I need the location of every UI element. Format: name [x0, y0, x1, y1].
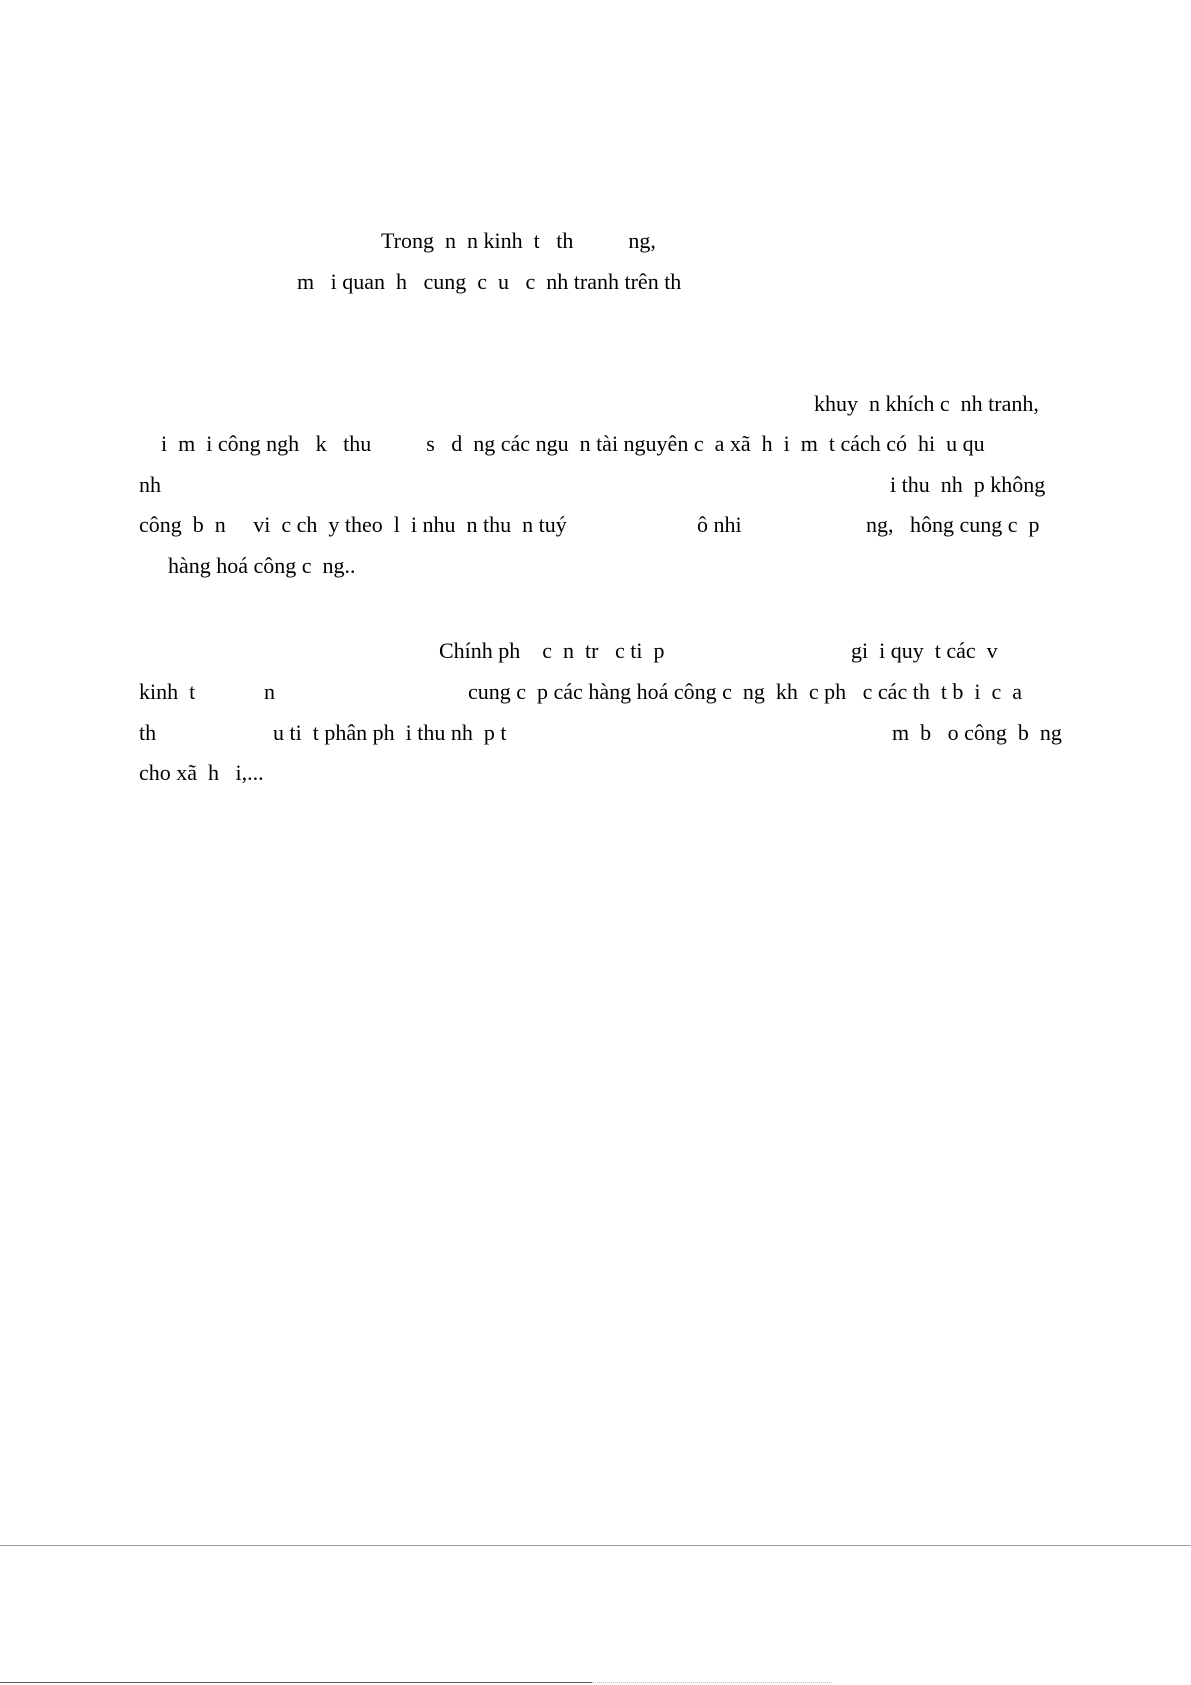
- paragraph-c-line-3-a: th: [139, 720, 157, 745]
- paragraph-b-line-5: hàng hoá công c ng..: [168, 553, 356, 578]
- paragraph-b-line-4-c: ng, hông cung c p: [866, 512, 1040, 537]
- paragraph-b-line-4-a: công b n vi c ch y theo l i nhu n thu n tuý: [139, 512, 567, 537]
- paragraph-c-line-2-a: kinh t: [139, 679, 196, 704]
- paragraph-a-line-1: Trong n n kinh t th ng,: [381, 228, 656, 253]
- footer-divider: [0, 1545, 1191, 1546]
- paragraph-b-line-1: khuy n khích c nh tranh,: [814, 391, 1039, 416]
- paragraph-c-line-2-b: n: [264, 679, 275, 704]
- paragraph-c-line-2-c: cung c p các hàng hoá công c ng kh c ph c các th t b i c a: [468, 679, 1023, 704]
- paragraph-c-line-3-c: m b o công b ng: [892, 720, 1062, 745]
- paragraph-c-line-4: cho xã h i,...: [139, 760, 264, 785]
- paragraph-c-line-1-a: Chính ph c n tr c ti p: [439, 638, 665, 663]
- paragraph-b-line-2: i m i công ngh k thu s d ng các ngu n tài nguyên c a xã h i m t cách có hi u qu: [161, 431, 985, 456]
- bottom-rule: [0, 1682, 592, 1683]
- bottom-faint-rule: [592, 1682, 832, 1683]
- paragraph-c-line-3-b: u ti t phân ph i thu nh p t: [273, 720, 507, 745]
- paragraph-a-line-2: m i quan h cung c u c nh tranh trên th: [297, 269, 682, 294]
- paragraph-b-line-3-right: i thu nh p không: [890, 472, 1046, 497]
- paragraph-b-line-3-left: nh: [139, 472, 161, 497]
- paragraph-b-line-4-b: ô nhi: [697, 512, 742, 537]
- paragraph-c-line-1-b: gi i quy t các v: [851, 638, 998, 663]
